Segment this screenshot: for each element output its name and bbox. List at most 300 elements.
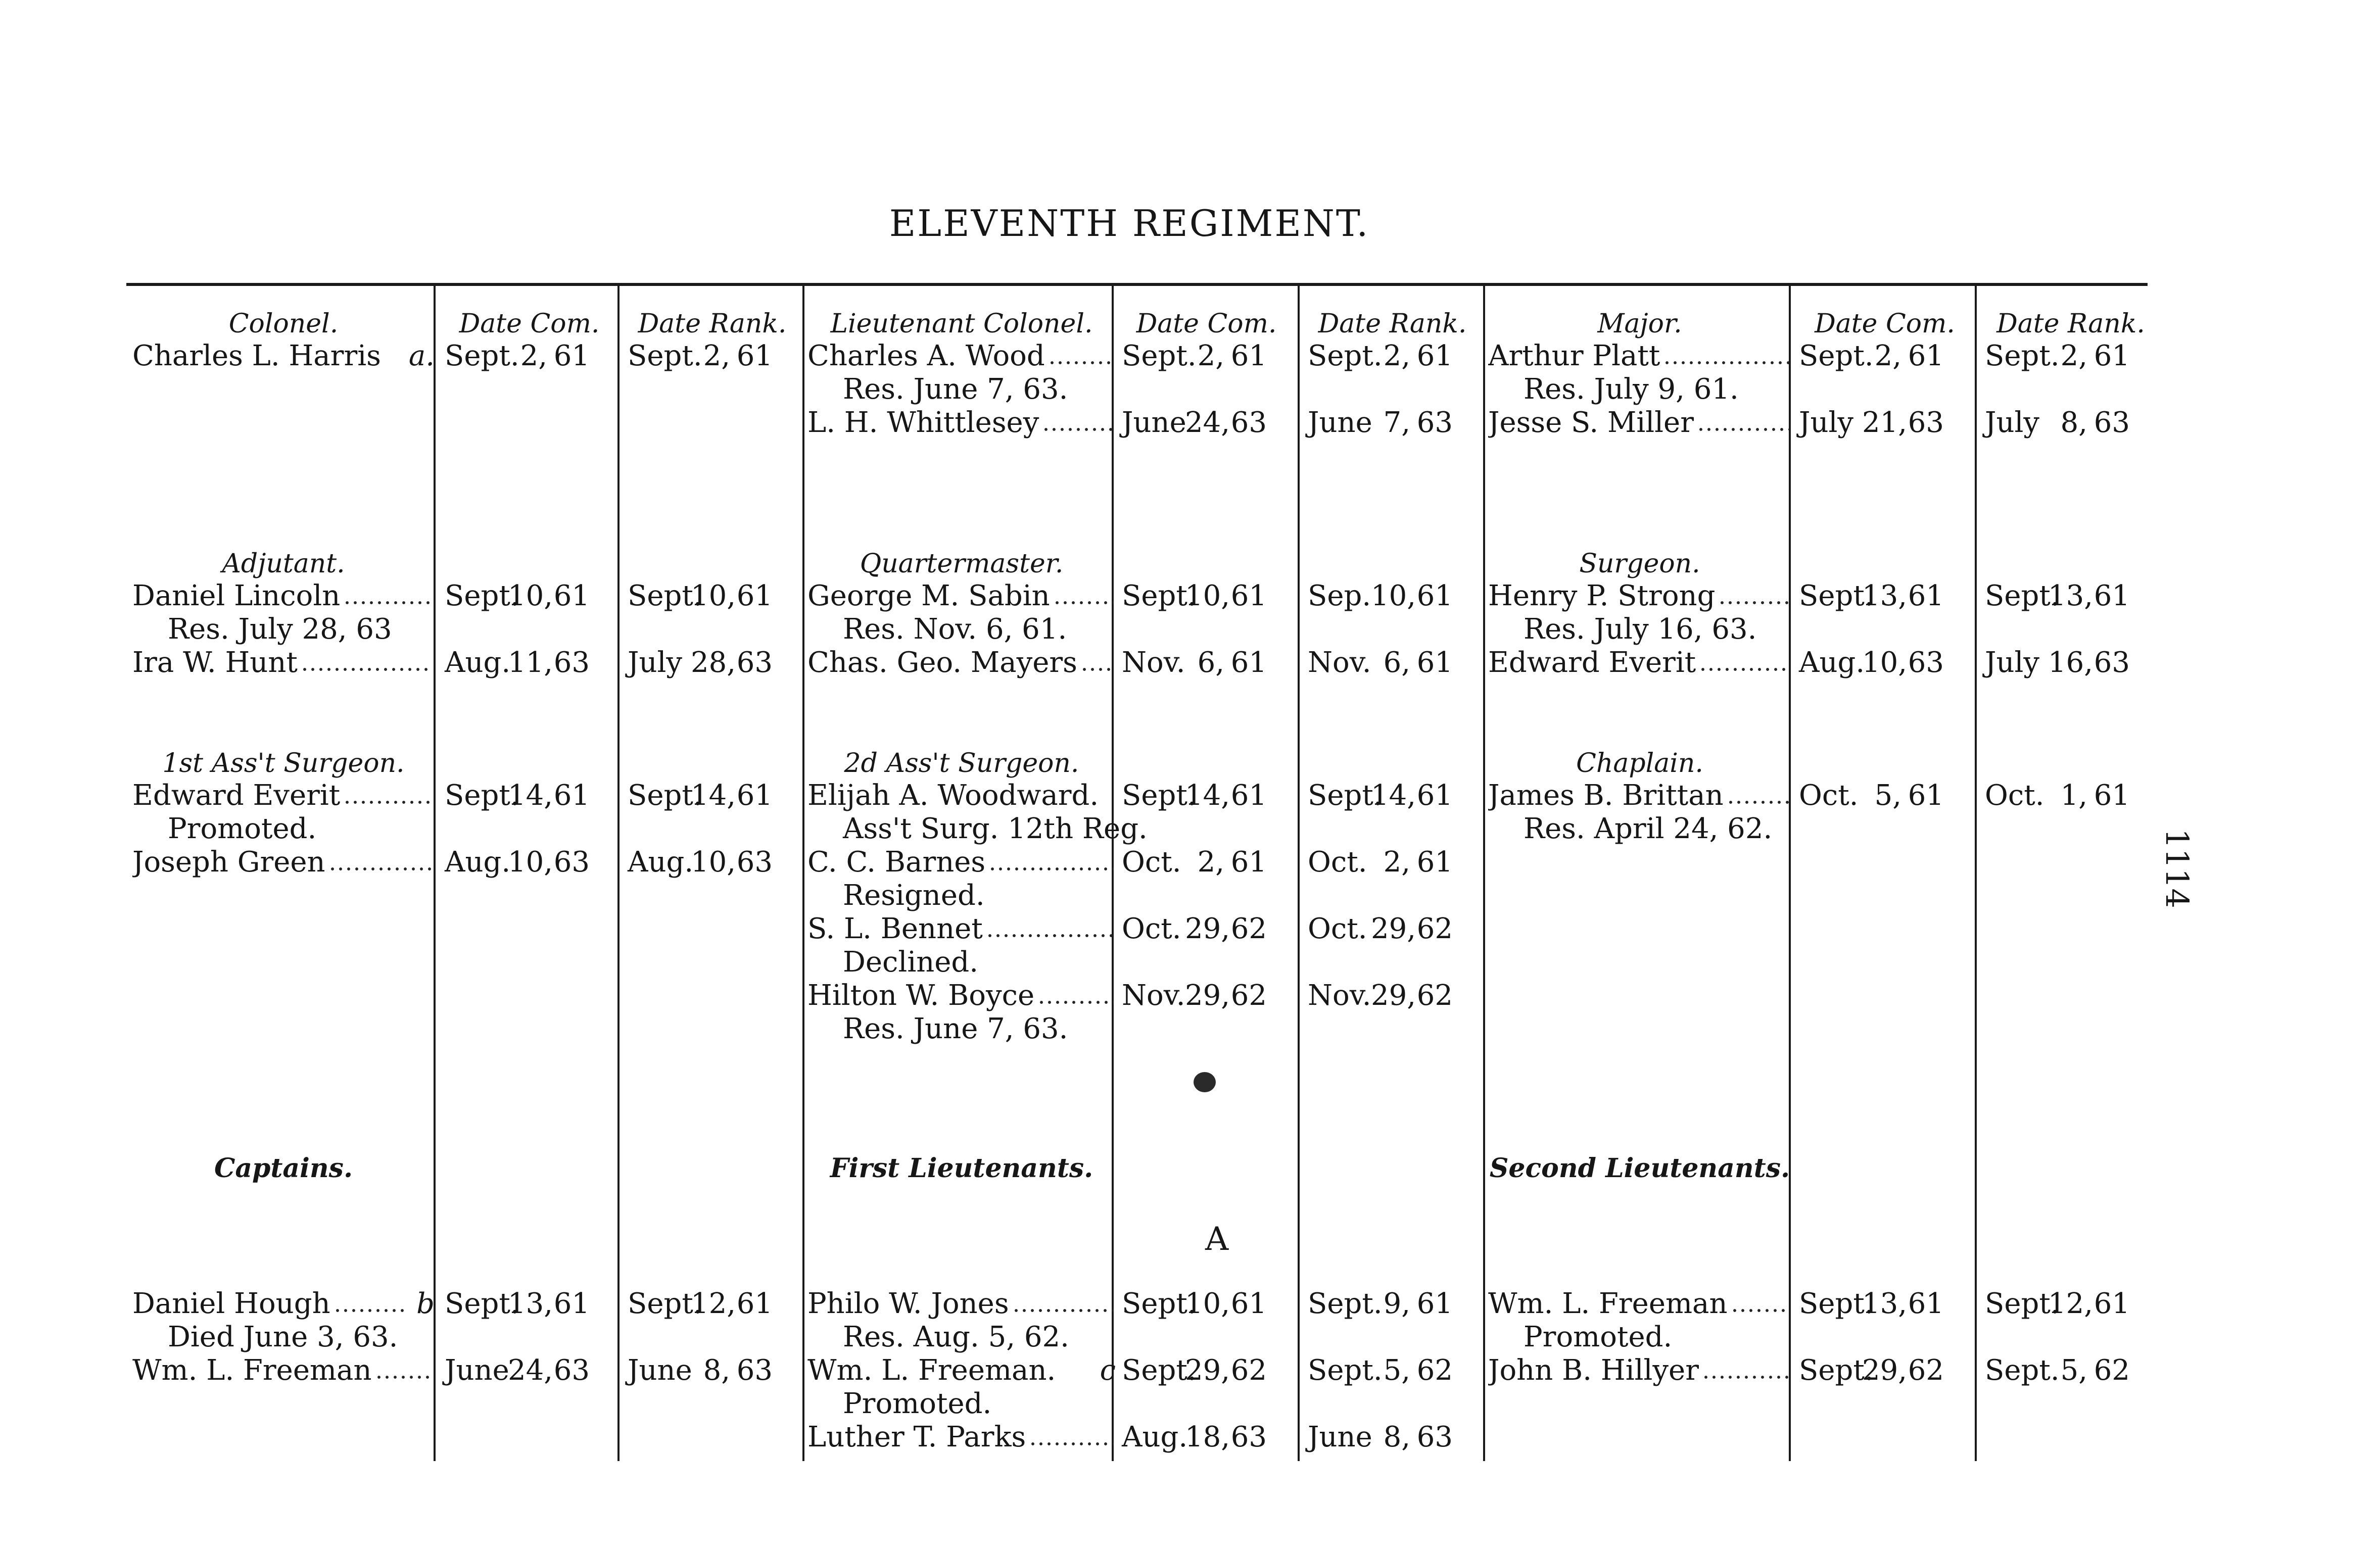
header-rule bbox=[126, 283, 2148, 286]
officer-name bbox=[132, 1354, 435, 1387]
officer-name-text: Charles A. Wood bbox=[807, 340, 1045, 372]
date-of-rank-day: 29, bbox=[1371, 979, 1416, 1012]
date-commissioned-day: 24, bbox=[508, 1354, 553, 1387]
date-commissioned-month: Aug. bbox=[445, 846, 511, 879]
date-of-rank-year: 62 bbox=[2093, 1354, 2130, 1387]
officer-name bbox=[132, 646, 435, 680]
date-of-rank-year: 63 bbox=[736, 1354, 773, 1387]
footnote-mark: b bbox=[416, 1287, 435, 1320]
date-of-rank-year: 63 bbox=[2093, 406, 2130, 439]
date-commissioned-day: 29, bbox=[1185, 912, 1230, 945]
officer-name bbox=[807, 406, 1116, 440]
officer-name bbox=[807, 979, 1116, 1012]
officer-name bbox=[1488, 579, 1791, 613]
date-of-rank-month: Sept. bbox=[628, 340, 702, 372]
date-com-header: Date Com. bbox=[459, 309, 600, 339]
date-of-rank bbox=[1308, 406, 1453, 440]
dot-leader bbox=[1663, 360, 1789, 365]
date-commissioned-year: 63 bbox=[553, 846, 590, 879]
date-commissioned-day: 2, bbox=[1197, 340, 1224, 372]
date-commissioned-year: 61 bbox=[1908, 340, 1944, 372]
date-commissioned-day: 10, bbox=[508, 579, 553, 612]
officer-name bbox=[1488, 646, 1791, 680]
date-of-rank bbox=[1985, 1287, 2130, 1321]
page-number: 1114 bbox=[2159, 829, 2196, 908]
date-commissioned-day: 18, bbox=[1185, 1421, 1230, 1453]
officer-name-text: S. L. Bennet bbox=[807, 912, 983, 945]
section-heading: Lieutenant Colonel. bbox=[830, 309, 1093, 339]
date-commissioned-day: 14, bbox=[1185, 779, 1230, 812]
date-rank-header: Date Rank. bbox=[638, 309, 787, 339]
date-commissioned-year: 62 bbox=[1230, 979, 1267, 1012]
date-commissioned-year: 61 bbox=[1230, 646, 1267, 679]
dot-leader bbox=[1702, 1375, 1789, 1380]
date-of-rank bbox=[628, 1354, 773, 1387]
dot-leader bbox=[1718, 600, 1789, 605]
dot-leader bbox=[1012, 1308, 1114, 1313]
date-of-rank-year: 61 bbox=[1416, 1287, 1453, 1320]
date-commissioned-day: 24, bbox=[1185, 406, 1230, 439]
ink-blot bbox=[1194, 1072, 1216, 1092]
date-of-rank bbox=[1985, 579, 2130, 613]
date-commissioned-day: 2, bbox=[1197, 846, 1224, 879]
officer-name bbox=[807, 340, 1116, 373]
date-commissioned-month: Nov. bbox=[1122, 979, 1185, 1012]
dot-leader bbox=[1042, 427, 1114, 432]
date-commissioned-year: 61 bbox=[1230, 1287, 1267, 1320]
date-commissioned bbox=[1122, 1287, 1267, 1321]
date-of-rank-day: 10, bbox=[691, 579, 736, 612]
date-commissioned-month: Aug. bbox=[1122, 1421, 1188, 1453]
date-of-rank-year: 63 bbox=[1416, 1421, 1453, 1453]
date-commissioned-month: Sept. bbox=[445, 779, 519, 812]
officer-note: Res. July 9, 61. bbox=[1524, 373, 1739, 406]
date-commissioned-month: Sept. bbox=[1799, 1287, 1874, 1320]
date-commissioned bbox=[1799, 340, 1944, 373]
officer-name bbox=[807, 1287, 1116, 1321]
dot-leader bbox=[1699, 667, 1789, 672]
officer-note: Res. July 28, 63 bbox=[168, 613, 392, 646]
date-of-rank bbox=[1308, 846, 1453, 879]
date-commissioned-day: 6, bbox=[1197, 646, 1224, 679]
date-of-rank-day: 14, bbox=[1371, 779, 1416, 812]
date-of-rank bbox=[628, 779, 773, 812]
date-of-rank-day: 14, bbox=[691, 779, 736, 812]
date-commissioned bbox=[1122, 406, 1267, 440]
date-commissioned-month: Oct. bbox=[1799, 779, 1859, 812]
date-commissioned-day: 2, bbox=[1874, 340, 1901, 372]
officer-name-text: Wm. L. Freeman bbox=[132, 1354, 372, 1387]
date-commissioned-day: 10, bbox=[1185, 1287, 1230, 1320]
dot-leader bbox=[1053, 600, 1114, 605]
rank-group-heading: Captains. bbox=[214, 1153, 353, 1184]
date-commissioned bbox=[445, 646, 590, 680]
date-of-rank-year: 62 bbox=[1416, 1354, 1453, 1387]
officer-name-text: Elijah A. Woodward. bbox=[807, 779, 1099, 812]
date-commissioned-month: Sept. bbox=[445, 1287, 519, 1320]
date-commissioned-day: 29, bbox=[1862, 1354, 1908, 1387]
date-of-rank-month: June bbox=[1308, 406, 1372, 439]
date-commissioned bbox=[1799, 579, 1944, 613]
dot-leader bbox=[988, 866, 1114, 871]
date-of-rank-year: 61 bbox=[2093, 579, 2130, 612]
officer-note: Died June 3, 63. bbox=[168, 1321, 398, 1353]
date-of-rank-year: 63 bbox=[1416, 406, 1453, 439]
date-of-rank-month: Oct. bbox=[1308, 912, 1367, 945]
date-commissioned bbox=[1799, 406, 1944, 440]
date-of-rank-month: Sept. bbox=[1308, 1354, 1383, 1387]
date-commissioned-month: Sept. bbox=[1122, 1354, 1197, 1387]
date-of-rank-year: 61 bbox=[736, 579, 773, 612]
date-commissioned bbox=[1799, 1287, 1944, 1321]
dot-leader bbox=[1080, 667, 1114, 672]
date-commissioned-day: 29, bbox=[1185, 1354, 1230, 1387]
date-of-rank-month: Sept. bbox=[1985, 340, 2060, 372]
date-of-rank bbox=[1308, 340, 1453, 373]
column-rule bbox=[1789, 286, 1791, 1461]
date-of-rank-year: 61 bbox=[1416, 579, 1453, 612]
date-of-rank bbox=[1985, 1354, 2130, 1387]
date-commissioned bbox=[445, 340, 590, 373]
officer-note: Resigned. bbox=[843, 879, 985, 912]
date-of-rank bbox=[628, 1287, 773, 1321]
date-commissioned-day: 2, bbox=[520, 340, 547, 372]
date-of-rank-year: 63 bbox=[2093, 646, 2130, 679]
date-commissioned bbox=[1799, 1354, 1944, 1387]
officer-name-text: Daniel Lincoln bbox=[132, 579, 341, 612]
date-commissioned-day: 10, bbox=[1185, 579, 1230, 612]
date-of-rank-day: 5, bbox=[1383, 1354, 1410, 1387]
date-of-rank-year: 61 bbox=[736, 1287, 773, 1320]
officer-note: Promoted. bbox=[168, 812, 317, 845]
date-of-rank-day: 2, bbox=[1383, 846, 1410, 879]
date-commissioned-month: Sept. bbox=[1122, 779, 1197, 812]
date-of-rank-month: Oct. bbox=[1308, 846, 1367, 879]
officer-note: Res. June 7, 63. bbox=[843, 373, 1068, 406]
date-commissioned-day: 5, bbox=[1874, 779, 1901, 812]
dot-leader bbox=[1731, 1308, 1789, 1313]
officer-name bbox=[132, 579, 435, 613]
date-of-rank-month: Sept. bbox=[628, 779, 702, 812]
date-of-rank bbox=[1985, 779, 2130, 812]
date-commissioned-month: Sept. bbox=[1122, 579, 1197, 612]
date-commissioned-day: 21, bbox=[1862, 406, 1908, 439]
date-commissioned bbox=[1122, 1354, 1267, 1387]
officer-name-text: John B. Hillyer bbox=[1488, 1354, 1699, 1387]
date-commissioned-year: 62 bbox=[1908, 1354, 1944, 1387]
dot-leader bbox=[375, 1375, 433, 1380]
footnote-mark: a. bbox=[408, 340, 435, 372]
officer-name-text: Henry P. Strong bbox=[1488, 579, 1716, 612]
date-commissioned-month: Aug. bbox=[445, 646, 511, 679]
column-rule bbox=[617, 286, 620, 1461]
date-commissioned-month: Sept. bbox=[1122, 340, 1197, 372]
date-of-rank-month: Oct. bbox=[1985, 779, 2044, 812]
date-of-rank-day: 8, bbox=[1383, 1421, 1410, 1453]
date-com-header: Date Com. bbox=[1815, 309, 1955, 339]
rank-group-heading: Second Lieutenants. bbox=[1489, 1153, 1790, 1184]
officer-name bbox=[1488, 1287, 1791, 1321]
date-commissioned-month: Sept. bbox=[1799, 1354, 1874, 1387]
date-commissioned bbox=[1122, 779, 1267, 812]
officer-name-text: L. H. Whittlesey bbox=[807, 406, 1039, 439]
date-commissioned-day: 13, bbox=[1862, 579, 1908, 612]
date-commissioned-year: 63 bbox=[1230, 1421, 1267, 1453]
officer-note: Res. July 16, 63. bbox=[1524, 613, 1757, 646]
date-of-rank-year: 63 bbox=[736, 846, 773, 879]
date-of-rank bbox=[1985, 406, 2130, 440]
date-of-rank bbox=[1985, 646, 2130, 680]
officer-note: Res. Nov. 6, 61. bbox=[843, 613, 1067, 646]
date-commissioned-month: Sept. bbox=[445, 579, 519, 612]
date-commissioned-year: 61 bbox=[1230, 846, 1267, 879]
officer-name bbox=[807, 846, 1116, 879]
date-of-rank-year: 61 bbox=[1416, 646, 1453, 679]
date-of-rank-day: 10, bbox=[1371, 579, 1416, 612]
date-commissioned-month: Sept. bbox=[1799, 579, 1874, 612]
date-commissioned-year: 62 bbox=[1230, 912, 1267, 945]
page-title: ELEVENTH REGIMENT. bbox=[889, 202, 1370, 245]
dot-leader bbox=[343, 800, 433, 805]
officer-name bbox=[132, 779, 435, 812]
date-commissioned bbox=[1799, 779, 1944, 812]
dot-leader bbox=[986, 933, 1114, 938]
date-commissioned-month: Sept. bbox=[445, 340, 519, 372]
date-commissioned-year: 61 bbox=[1908, 579, 1944, 612]
officer-note: Res. Aug. 5, 62. bbox=[843, 1321, 1069, 1353]
date-of-rank-day: 2, bbox=[703, 340, 730, 372]
date-commissioned-day: 13, bbox=[508, 1287, 553, 1320]
date-commissioned-day: 10, bbox=[1862, 646, 1908, 679]
date-of-rank-month: July bbox=[1985, 646, 2040, 679]
date-commissioned bbox=[1122, 340, 1267, 373]
officer-name bbox=[1488, 1354, 1791, 1387]
date-of-rank-day: 16, bbox=[2048, 646, 2093, 679]
date-commissioned-day: 14, bbox=[508, 779, 553, 812]
date-commissioned-year: 61 bbox=[553, 779, 590, 812]
section-heading: Surgeon. bbox=[1579, 549, 1700, 579]
officer-name bbox=[132, 340, 435, 373]
date-of-rank bbox=[1308, 979, 1453, 1012]
officer-name-text: Jesse S. Miller bbox=[1488, 406, 1694, 439]
date-of-rank bbox=[628, 646, 773, 680]
officer-name-text: Wm. L. Freeman. bbox=[807, 1354, 1056, 1387]
officer-name bbox=[1488, 340, 1791, 373]
officer-name-text: Joseph Green bbox=[132, 846, 325, 879]
column-rule bbox=[1298, 286, 1300, 1461]
date-rank-header: Date Rank. bbox=[1996, 309, 2145, 339]
date-of-rank-month: Sept. bbox=[628, 579, 702, 612]
date-rank-header: Date Rank. bbox=[1318, 309, 1467, 339]
date-of-rank-day: 2, bbox=[2060, 340, 2087, 372]
dot-leader bbox=[1048, 360, 1114, 365]
date-of-rank-year: 61 bbox=[736, 779, 773, 812]
dot-leader bbox=[343, 600, 433, 605]
date-of-rank-year: 61 bbox=[2093, 340, 2130, 372]
date-commissioned-year: 61 bbox=[1908, 1287, 1944, 1320]
date-of-rank-month: Sept. bbox=[1308, 779, 1383, 812]
date-commissioned-year: 61 bbox=[553, 579, 590, 612]
date-commissioned bbox=[1122, 979, 1267, 1012]
officer-name-text: Daniel Hough bbox=[132, 1287, 330, 1320]
date-of-rank-year: 62 bbox=[1416, 912, 1453, 945]
section-heading: Colonel. bbox=[228, 309, 339, 339]
date-of-rank bbox=[628, 340, 773, 373]
dot-leader bbox=[1037, 1000, 1114, 1005]
officer-name bbox=[807, 579, 1116, 613]
date-commissioned-year: 61 bbox=[553, 1287, 590, 1320]
date-of-rank-day: 9, bbox=[1383, 1287, 1410, 1320]
date-of-rank-month: Sept. bbox=[1985, 1287, 2060, 1320]
date-of-rank-year: 61 bbox=[736, 340, 773, 372]
dot-leader bbox=[1727, 800, 1789, 805]
officer-name bbox=[132, 846, 435, 879]
date-of-rank-day: 12, bbox=[2048, 1287, 2093, 1320]
rank-group-heading: First Lieutenants. bbox=[830, 1153, 1093, 1184]
officer-name bbox=[807, 646, 1116, 680]
date-of-rank-day: 13, bbox=[2048, 579, 2093, 612]
dot-leader bbox=[1697, 427, 1789, 432]
date-commissioned-year: 63 bbox=[1230, 406, 1267, 439]
officer-name-text: Arthur Platt bbox=[1488, 340, 1660, 372]
officer-name-text: Edward Everit bbox=[1488, 646, 1696, 679]
dot-leader bbox=[334, 1308, 408, 1313]
dot-leader bbox=[301, 667, 433, 672]
date-of-rank-year: 62 bbox=[1416, 979, 1453, 1012]
date-of-rank-day: 5, bbox=[2060, 1354, 2087, 1387]
officer-name bbox=[807, 1421, 1116, 1454]
section-heading: Adjutant. bbox=[222, 549, 345, 579]
officer-name-text: James B. Brittan bbox=[1488, 779, 1724, 812]
date-of-rank bbox=[628, 579, 773, 613]
officer-name-text: Chas. Geo. Mayers bbox=[807, 646, 1077, 679]
date-commissioned bbox=[1799, 646, 1944, 680]
date-of-rank-month: Aug. bbox=[628, 846, 694, 879]
date-of-rank-year: 61 bbox=[1416, 779, 1453, 812]
footnote-mark: c bbox=[1100, 1354, 1116, 1387]
dot-leader bbox=[328, 866, 433, 871]
date-of-rank-day: 29, bbox=[1371, 912, 1416, 945]
officer-name bbox=[807, 912, 1116, 946]
date-of-rank bbox=[1308, 579, 1453, 613]
date-of-rank bbox=[1308, 1421, 1453, 1454]
date-commissioned-day: 10, bbox=[508, 846, 553, 879]
officer-name-text: Charles L. Harris bbox=[132, 340, 381, 372]
date-commissioned-day: 11, bbox=[508, 646, 553, 679]
date-commissioned bbox=[445, 846, 590, 879]
officer-name-text: Ira W. Hunt bbox=[132, 646, 298, 679]
date-of-rank-day: 6, bbox=[1383, 646, 1410, 679]
date-commissioned bbox=[445, 579, 590, 613]
officer-note: Ass't Surg. 12th Reg. bbox=[843, 812, 1148, 845]
date-of-rank-month: June bbox=[628, 1354, 692, 1387]
officer-name-text: Hilton W. Boyce bbox=[807, 979, 1035, 1012]
column-rule bbox=[1483, 286, 1485, 1461]
date-com-header: Date Com. bbox=[1136, 309, 1277, 339]
date-commissioned bbox=[1122, 646, 1267, 680]
date-of-rank-day: 8, bbox=[2060, 406, 2087, 439]
officer-note: Promoted. bbox=[843, 1387, 992, 1420]
date-of-rank-day: 10, bbox=[691, 846, 736, 879]
date-commissioned bbox=[1122, 1421, 1267, 1454]
officer-name bbox=[1488, 406, 1791, 440]
date-of-rank bbox=[1308, 912, 1453, 946]
column-rule bbox=[802, 286, 804, 1461]
date-commissioned-year: 63 bbox=[1908, 646, 1944, 679]
officer-note: Promoted. bbox=[1524, 1321, 1673, 1353]
column-rule bbox=[1975, 286, 1977, 1461]
date-commissioned bbox=[1122, 912, 1267, 946]
section-heading: 1st Ass't Surgeon. bbox=[162, 748, 405, 779]
date-commissioned bbox=[1122, 579, 1267, 613]
date-commissioned-month: Nov. bbox=[1122, 646, 1185, 679]
officer-note: Declined. bbox=[843, 946, 979, 979]
company-letter: A bbox=[1205, 1221, 1229, 1258]
date-of-rank-day: 8, bbox=[703, 1354, 730, 1387]
section-heading: Chaplain. bbox=[1576, 748, 1703, 779]
date-commissioned-year: 63 bbox=[553, 1354, 590, 1387]
date-of-rank-day: 7, bbox=[1383, 406, 1410, 439]
dot-leader bbox=[1029, 1441, 1114, 1446]
date-commissioned-year: 63 bbox=[1908, 406, 1944, 439]
date-of-rank bbox=[1308, 1287, 1453, 1321]
date-commissioned-month: Sept. bbox=[1122, 1287, 1197, 1320]
date-of-rank-month: Sept. bbox=[1985, 1354, 2060, 1387]
date-commissioned-month: Sept. bbox=[1799, 340, 1874, 372]
officer-name-text: Edward Everit bbox=[132, 779, 341, 812]
date-commissioned-year: 61 bbox=[1230, 579, 1267, 612]
officer-name bbox=[807, 1354, 1116, 1387]
date-commissioned-month: Aug. bbox=[1799, 646, 1865, 679]
officer-name-text: Wm. L. Freeman bbox=[1488, 1287, 1728, 1320]
date-commissioned bbox=[1122, 846, 1267, 879]
officer-note: Res. April 24, 62. bbox=[1524, 812, 1773, 845]
date-of-rank-month: Sept. bbox=[1308, 340, 1383, 372]
date-commissioned-day: 13, bbox=[1862, 1287, 1908, 1320]
date-of-rank bbox=[1308, 1354, 1453, 1387]
date-of-rank-day: 1, bbox=[2060, 779, 2087, 812]
date-of-rank-month: June bbox=[1308, 1421, 1372, 1453]
date-commissioned-month: June bbox=[1122, 406, 1186, 439]
date-of-rank bbox=[1985, 340, 2130, 373]
date-commissioned bbox=[445, 779, 590, 812]
date-commissioned-month: June bbox=[445, 1354, 509, 1387]
date-of-rank-year: 63 bbox=[736, 646, 773, 679]
date-of-rank-month: Nov. bbox=[1308, 979, 1371, 1012]
date-of-rank-month: July bbox=[1985, 406, 2040, 439]
date-commissioned-month: Oct. bbox=[1122, 912, 1181, 945]
officer-name-text: C. C. Barnes bbox=[807, 846, 986, 879]
date-of-rank bbox=[628, 846, 773, 879]
date-commissioned-month: July bbox=[1799, 406, 1854, 439]
date-of-rank-month: Sep. bbox=[1308, 579, 1371, 612]
officer-name-text: George M. Sabin bbox=[807, 579, 1050, 612]
date-commissioned-year: 63 bbox=[553, 646, 590, 679]
date-of-rank bbox=[1308, 646, 1453, 680]
date-commissioned-year: 61 bbox=[1230, 779, 1267, 812]
date-of-rank-month: Nov. bbox=[1308, 646, 1371, 679]
date-of-rank-day: 2, bbox=[1383, 340, 1410, 372]
officer-name bbox=[132, 1287, 435, 1321]
date-commissioned bbox=[445, 1354, 590, 1387]
date-commissioned-year: 62 bbox=[1230, 1354, 1267, 1387]
date-of-rank-month: Sept. bbox=[628, 1287, 702, 1320]
section-heading: Quartermaster. bbox=[860, 549, 1064, 579]
date-commissioned-year: 61 bbox=[1908, 779, 1944, 812]
date-commissioned bbox=[445, 1287, 590, 1321]
date-of-rank-day: 12, bbox=[691, 1287, 736, 1320]
officer-note: Res. June 7, 63. bbox=[843, 1012, 1068, 1045]
